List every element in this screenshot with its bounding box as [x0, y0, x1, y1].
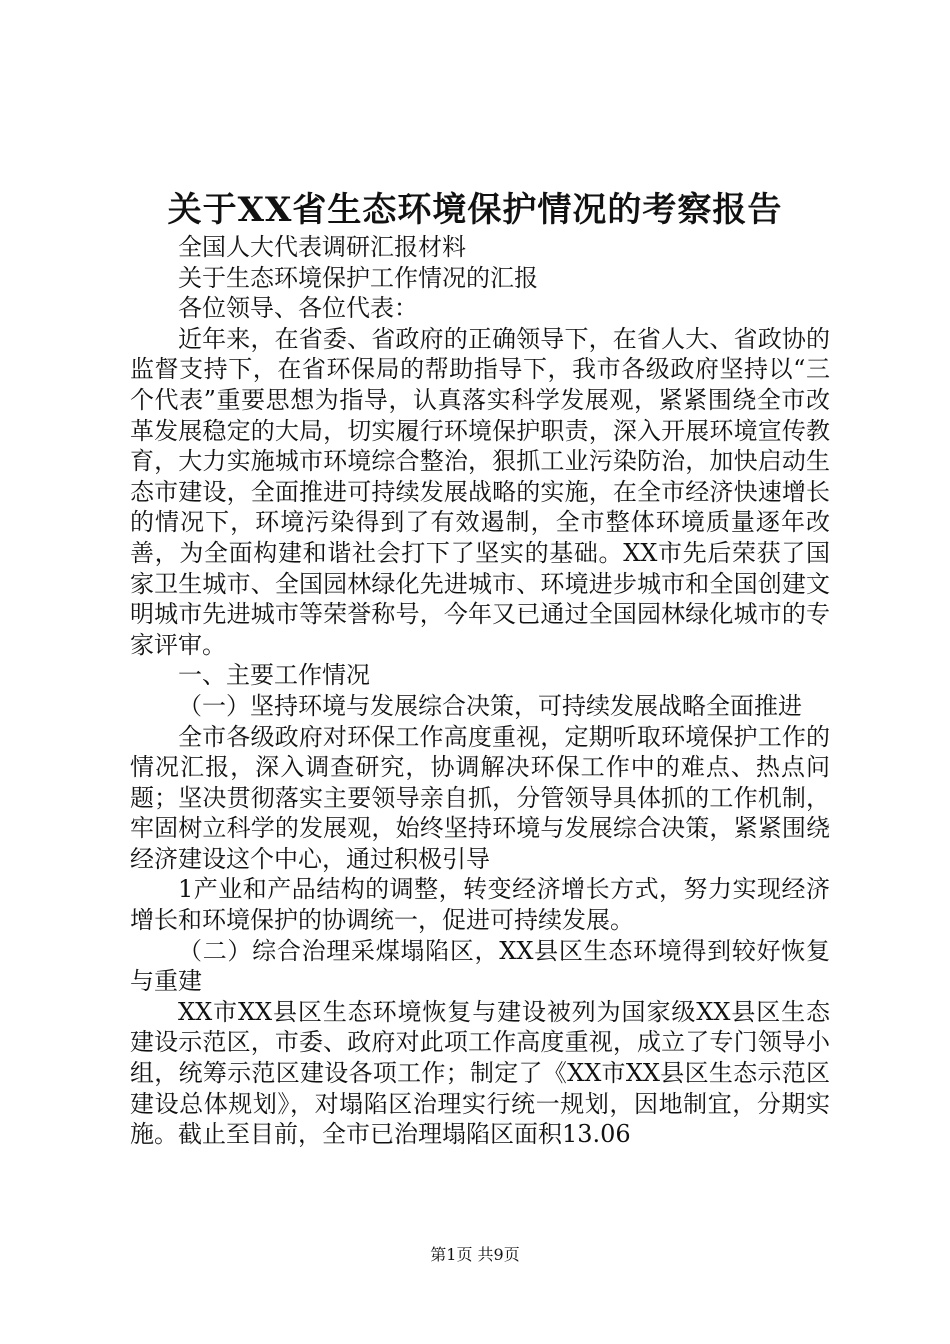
- paragraph-heading-report: 关于生态环境保护工作情况的汇报: [178, 263, 538, 292]
- document-title: 关于XX省生态环境保护情况的考察报告: [167, 190, 783, 230]
- page-number-footer: 第1页 共9页: [430, 1245, 520, 1264]
- subsection-heading-2: （二）综合治理采煤塌陷区，XX县区生态环境得到较好恢复与重建: [130, 936, 830, 996]
- section-heading-main-work: 一、主要工作情况: [178, 661, 370, 690]
- subsection-heading-1: （一）坚持环境与发展综合决策，可持续发展战略全面推进: [178, 691, 802, 720]
- paragraph-subsection-2-body: XX市XX县区生态环境恢复与建设被列为国家级XX县区生态建设示范区，市委、政府对此项工作高度重视，成立了专门领导小组，统筹示范区建设各项工作；制定了《XX市XX县区生态示范区建设总体规划》，对塌陷区治理实行统一规划，因地制宜，分期实施。截止至目前，全市已治理塌陷区面积13.06: [130, 997, 830, 1149]
- document-body: [130, 232, 830, 1150]
- paragraph-heading-material: 全国人大代表调研汇报材料: [178, 233, 466, 261]
- paragraph-subsection-1-body: 全市各级政府对环保工作高度重视，定期听取环境保护工作的情况汇报，深入调查研究，协调解决环保工作中的难点、热点问题；坚决贯彻落实主要领导亲自抓，分管领导具体抓的工作机制，牢固树立科学的发展观，始终坚持环境与发展综合决策，紧紧围绕经济建设这个中心，通过积极引导: [130, 722, 830, 873]
- paragraph-introduction: 近年来，在省委、省政府的正确领导下，在省人大、省政协的监督支持下，在省环保局的帮助指导下，我市各级政府坚持以“三个代表”重要思想为指导，认真落实科学发展观，紧紧围绕全市改革发展稳定的大局，切实履行环境保护职责，深入开展环境宣传教育，大力实施城市环境综合整治，狠抓工业污染防治，加快启动生态市建设，全面推进可持续发展战略的实施，在全市经济快速增长的情况下，环境污染得到了有效遏制，全市整体环境质量逐年改善，为全面构建和谐社会打下了坚实的基础。XX市先后荣获了国家卫生城市、全国园林绿化先进城市、环境进步城市和全国创建文明城市先进城市等荣誉称号，今年又已通过全国园林绿化城市的专家评审。: [130, 324, 830, 659]
- paragraph-subsection-1-continued: 1产业和产品结构的调整，转变经济增长方式，努力实现经济增长和环境保护的协调统一，促进可持续发展。: [130, 875, 830, 935]
- paragraph-salutation: 各位领导、各位代表：: [178, 294, 418, 323]
